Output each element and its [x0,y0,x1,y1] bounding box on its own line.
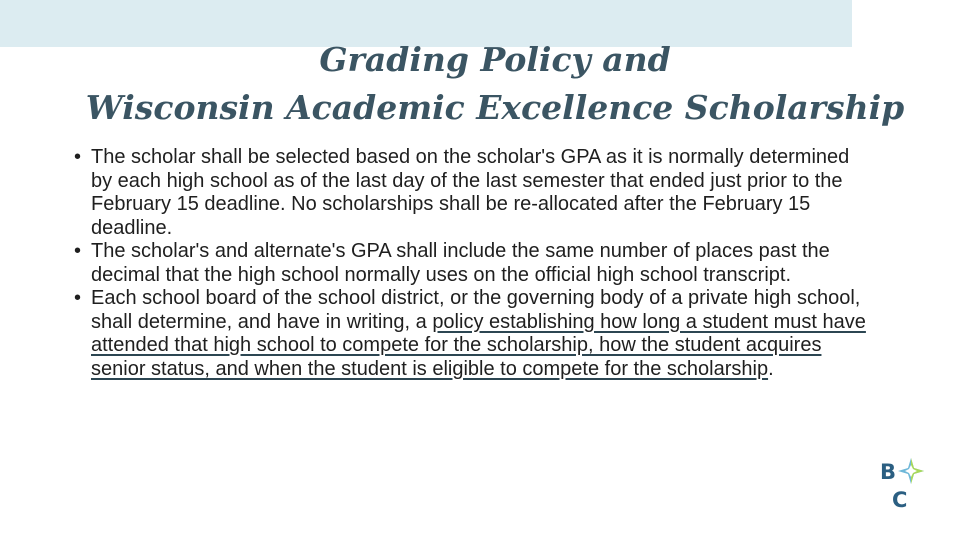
bullet-item [74,146,874,240]
bullet-item [74,240,874,287]
bullet-text: The scholar shall be selected based on the scholar's GPA as it is normally determined by each high school as of the last day of the last semester that ended just prior to the February 15 deadline. No scholarships shall be re-allocated after the February 15 deadline. [91,146,850,239]
title-line-2: Wisconsin Academic Excellence Scholarship [85,88,905,127]
bullet-marker: • [74,287,82,309]
bullet-item [74,287,874,381]
bullet-text-before-link: Each school board of the school district, or the governing body of a private high school, shall determine, and have in writing, a [91,287,861,333]
bullet-marker: • [74,240,82,262]
bullet-text-after-link: . [768,357,774,380]
sparkle-star-icon [896,456,926,486]
title-line-1: Grading Policy and [319,40,671,79]
logo-letter-b: B [880,460,897,484]
slide-title [40,36,950,132]
bullet-text: The scholar's and alternate's GPA shall include the same number of places past the decimal that the high school normally uses on the official high school transcript. [91,240,830,286]
policy-link[interactable]: policy establishing how long a student must have attended that high school to compete for the scholarship, how the student acquires senior status, and when the student is eligible to compete for the scholarship [91,310,866,380]
logo-letter-c: C [892,488,908,512]
bc-logo [872,456,932,516]
bullet-list [74,146,874,381]
bullet-marker: • [74,146,82,168]
